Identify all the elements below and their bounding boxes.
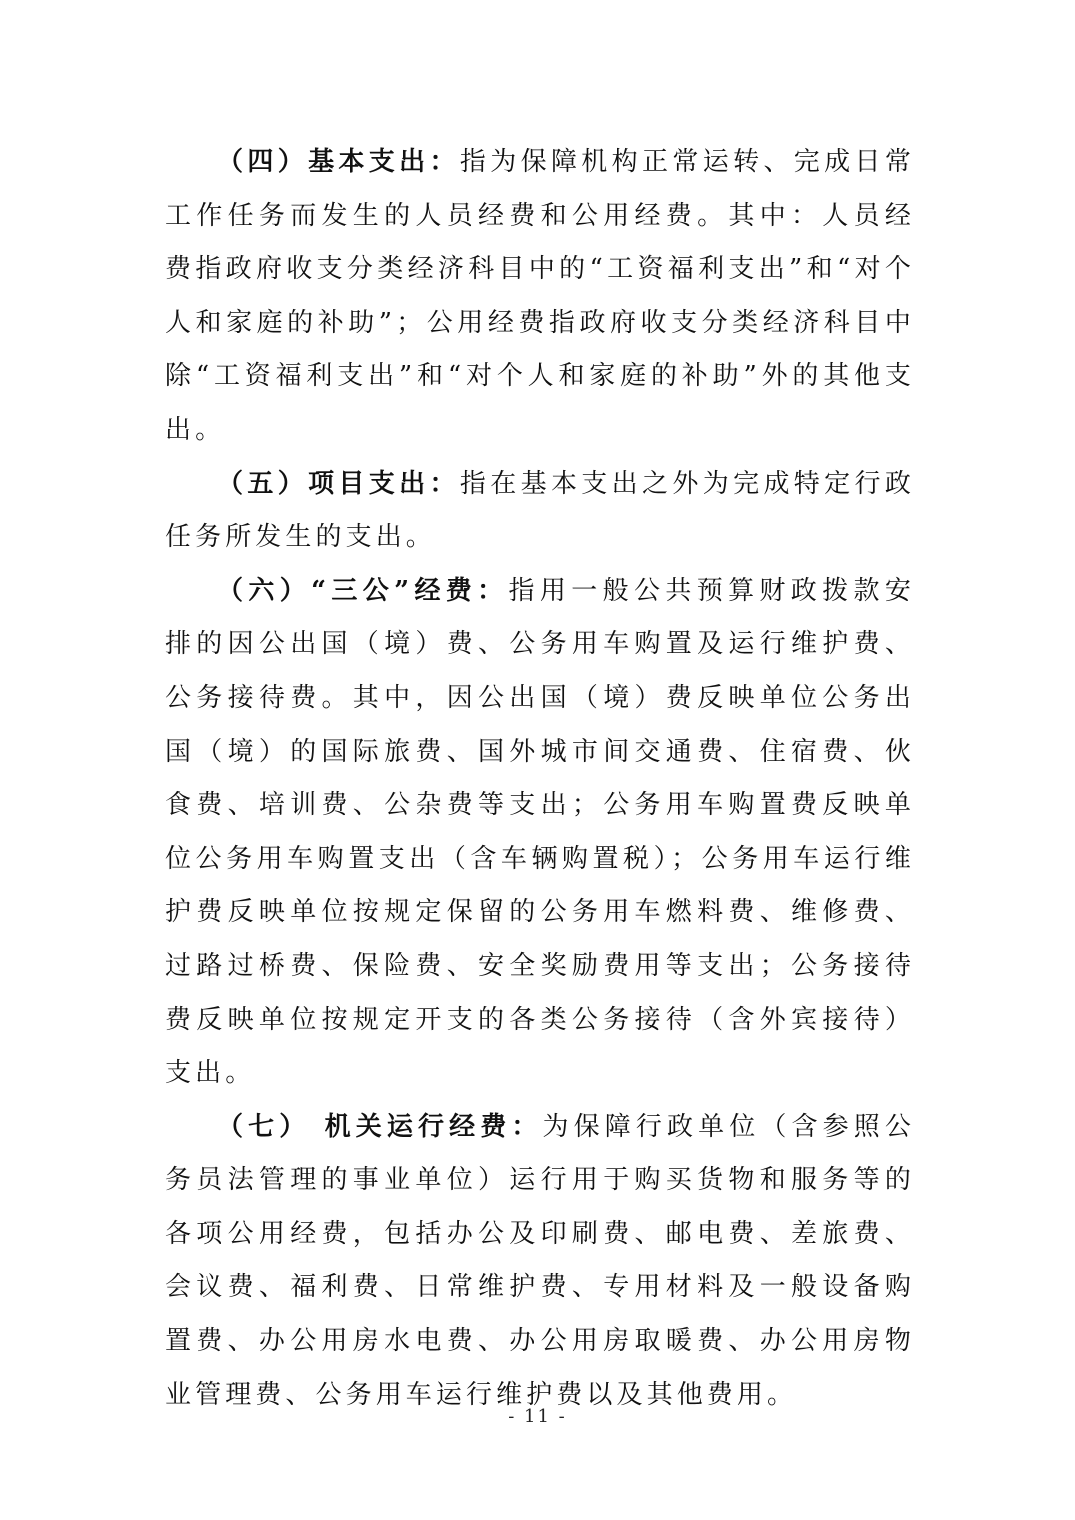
- document-body: [165, 136, 915, 1422]
- paragraph-heading: （四）基本支出：: [217, 147, 460, 177]
- paragraph-operating-funds: [165, 1101, 915, 1423]
- paragraph-heading: （六）“三公”经费：: [217, 575, 509, 606]
- paragraph-three-public-funds: [165, 565, 915, 1101]
- paragraph-basic-expenditure: [165, 136, 915, 458]
- paragraph-text: 为保障行政单位（含参照公务员法管理的事业单位）运行用于购买货物和服务等的各项公用经费，包括办公及印刷费、邮电费、差旅费、会议费、福利费、日常维护费、专用材料及一般设备购置费、办公用房水电费、办公用房取暖费、办公用房物业管理费、公务用车运行维护费以及其他费用。: [165, 1111, 916, 1410]
- paragraph-heading: （五）项目支出：: [217, 468, 460, 499]
- paragraph-project-expenditure: [165, 458, 915, 565]
- paragraph-text: 指为保障机构正常运转、完成日常工作任务而发生的人员经费和公用经费。其中：人员经费指政府收支分类经济科目中的“工资福利支出”和“对个人和家庭的补助”；公用经费指政府收支分类经济科目中除“工资福利支出”和“对个人和家庭的补助”外的其他支出。: [165, 147, 915, 445]
- paragraph-text: 指在基本支出之外为完成特定行政任务所发生的支出。: [165, 468, 915, 553]
- paragraph-heading: （七） 机关运行经费：: [217, 1111, 543, 1142]
- paragraph-text: 指用一般公共预算财政拨款安排的因公出国（境）费、公务用车购置及运行维护费、公务接待费。其中，因公出国（境）费反映单位公务出国（境）的国际旅费、国外城市间交通费、住宿费、伙食费、培训费、公杂费等支出；公务用车购置费反映单位公务用车购置支出（含车辆购置税）；公务用车运行维护费反映单位按规定保留的公务用车燃料费、维修费、过路过桥费、保险费、安全奖励费用等支出；公务接待费反映单位按规定开支的各类公务接待（含外宾接待）支出。: [165, 575, 915, 1089]
- page-number: - 11 -: [508, 1406, 567, 1427]
